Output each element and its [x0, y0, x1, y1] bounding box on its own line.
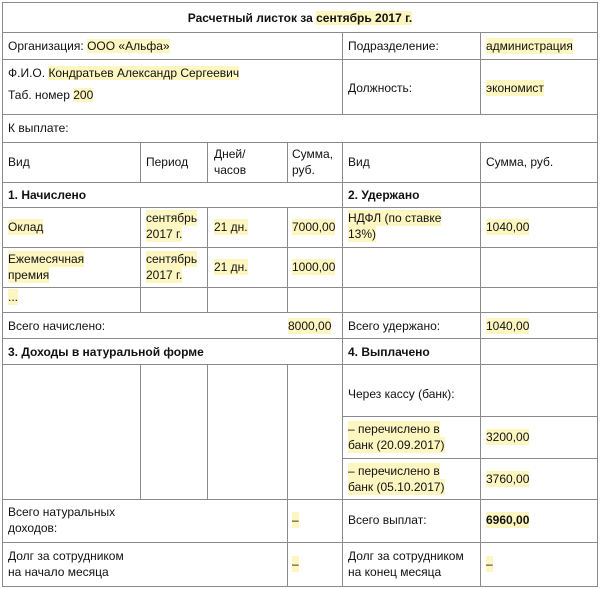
division-value: администрация — [486, 39, 573, 53]
accrued-days: 21 дн. — [214, 220, 248, 234]
grid-line — [2, 312, 598, 313]
header-days: Дней/ — [214, 147, 246, 161]
org-value: ООО «Альфа» — [87, 39, 170, 53]
paid-transfer-date: банк (05.10.2017) — [348, 480, 445, 494]
debt-start-label-cont: на начало месяца — [8, 565, 109, 579]
paid-total-value: 6960,00 — [486, 513, 530, 527]
grid-line — [342, 32, 343, 114]
total-withheld-value: 1040,00 — [486, 319, 530, 333]
grid-line — [287, 207, 288, 312]
accrued-type: Оклад — [8, 220, 44, 234]
grid-line — [2, 182, 598, 183]
grid-line — [2, 2, 598, 3]
debt-end-label: Долг за сотрудником — [348, 549, 464, 563]
tab-label: Таб. номер — [8, 88, 70, 102]
section-paid: 4. Выплачено — [348, 345, 430, 359]
debt-end-label-cont: на конец месяца — [348, 565, 442, 579]
grid-line — [2, 287, 598, 288]
accrued-sum: 7000,00 — [292, 220, 336, 234]
grid-line — [2, 338, 598, 339]
grid-line — [597, 2, 598, 587]
grid-line — [2, 364, 598, 365]
grid-line — [207, 207, 208, 312]
debt-end-value: – — [486, 557, 493, 571]
grid-line — [2, 2, 3, 587]
in-kind-total-value: – — [292, 513, 299, 527]
paid-transfer: – перечислено в — [348, 422, 440, 436]
debt-start-value: – — [292, 557, 299, 571]
grid-line — [342, 142, 343, 587]
paid-cash-label: Через кассу (банк): — [348, 387, 455, 401]
grid-line — [207, 142, 208, 182]
grid-line — [2, 32, 598, 33]
accrued-period-year: 2017 г. — [146, 268, 183, 282]
section-in-kind: 3. Доходы в натуральной форме — [8, 345, 204, 359]
header-sum-right: Сумма, руб. — [486, 155, 554, 169]
fio-value: Кондратьев Александр Сергеевич — [48, 66, 240, 80]
grid-line — [342, 416, 598, 417]
in-kind-total-label-cont: доходов: — [8, 521, 58, 535]
accrued-type-cont: премия — [8, 268, 50, 282]
accrued-type-more: ... — [8, 290, 19, 304]
fio-field — [8, 65, 239, 81]
accrued-period-year: 2017 г. — [146, 227, 183, 241]
header-days-unit: часов — [214, 163, 247, 177]
grid-line — [287, 364, 288, 586]
accrued-days: 21 дн. — [214, 260, 248, 274]
accrued-sum: 1000,00 — [292, 260, 336, 274]
to-pay-label: К выплате: — [8, 121, 69, 135]
grid-line — [480, 142, 481, 587]
in-kind-total-label: Всего натуральных — [8, 505, 116, 519]
paid-transfer-date: банк (20.09.2017) — [348, 438, 445, 452]
paid-transfer-sum: 3760,00 — [486, 472, 530, 486]
accrued-type: Ежемесячная — [8, 252, 85, 266]
section-accrued: 1. Начислено — [8, 188, 87, 202]
withheld-type: НДФЛ (по ставке — [348, 211, 442, 225]
grid-line — [140, 207, 141, 312]
position-label: Должность: — [348, 81, 413, 95]
withheld-type-cont: 13%) — [348, 227, 377, 241]
total-accrued-label: Всего начислено: — [8, 319, 106, 333]
title-period: сентябрь 2017 г. — [316, 11, 413, 25]
grid-line — [2, 142, 598, 143]
tab-field — [8, 87, 93, 103]
org-label: Организация: — [8, 39, 84, 53]
grid-line — [2, 207, 598, 208]
grid-line — [2, 499, 598, 500]
total-withheld-label: Всего удержано: — [348, 319, 441, 333]
grid-line — [2, 247, 598, 248]
grid-line — [480, 32, 481, 114]
header-period: Период — [146, 155, 189, 169]
payslip — [2, 2, 598, 587]
org-field — [8, 38, 170, 54]
grid-line — [342, 458, 598, 459]
grid-line — [2, 114, 598, 115]
withheld-sum: 1040,00 — [486, 220, 530, 234]
section-withheld: 2. Удержано — [348, 188, 420, 202]
debt-start-label: Долг за сотрудником — [8, 549, 124, 563]
accrued-period: сентябрь — [146, 211, 198, 225]
grid-line — [2, 542, 598, 543]
tab-value: 200 — [73, 88, 94, 102]
division-label: Подразделение: — [348, 39, 439, 53]
total-accrued-value: 8000,00 — [288, 319, 332, 333]
header-type: Вид — [8, 155, 30, 169]
paid-transfer-sum: 3200,00 — [486, 430, 530, 444]
fio-label: Ф.И.О. — [8, 66, 46, 80]
grid-line — [287, 142, 288, 182]
header-sum: Сумма, — [292, 147, 334, 161]
paid-total-label: Всего выплат: — [348, 513, 427, 527]
position-value: экономист — [486, 81, 544, 95]
title-prefix: Расчетный листок за — [187, 11, 313, 25]
paid-transfer: – перечислено в — [348, 464, 440, 478]
grid-line — [2, 59, 598, 60]
grid-line — [207, 364, 208, 499]
grid-line — [140, 142, 141, 182]
grid-line — [2, 586, 598, 587]
page-title — [2, 10, 598, 26]
header-sum-unit: руб. — [292, 163, 315, 177]
header-type-right: Вид — [348, 155, 370, 169]
grid-line — [140, 364, 141, 499]
accrued-period: сентябрь — [146, 252, 198, 266]
